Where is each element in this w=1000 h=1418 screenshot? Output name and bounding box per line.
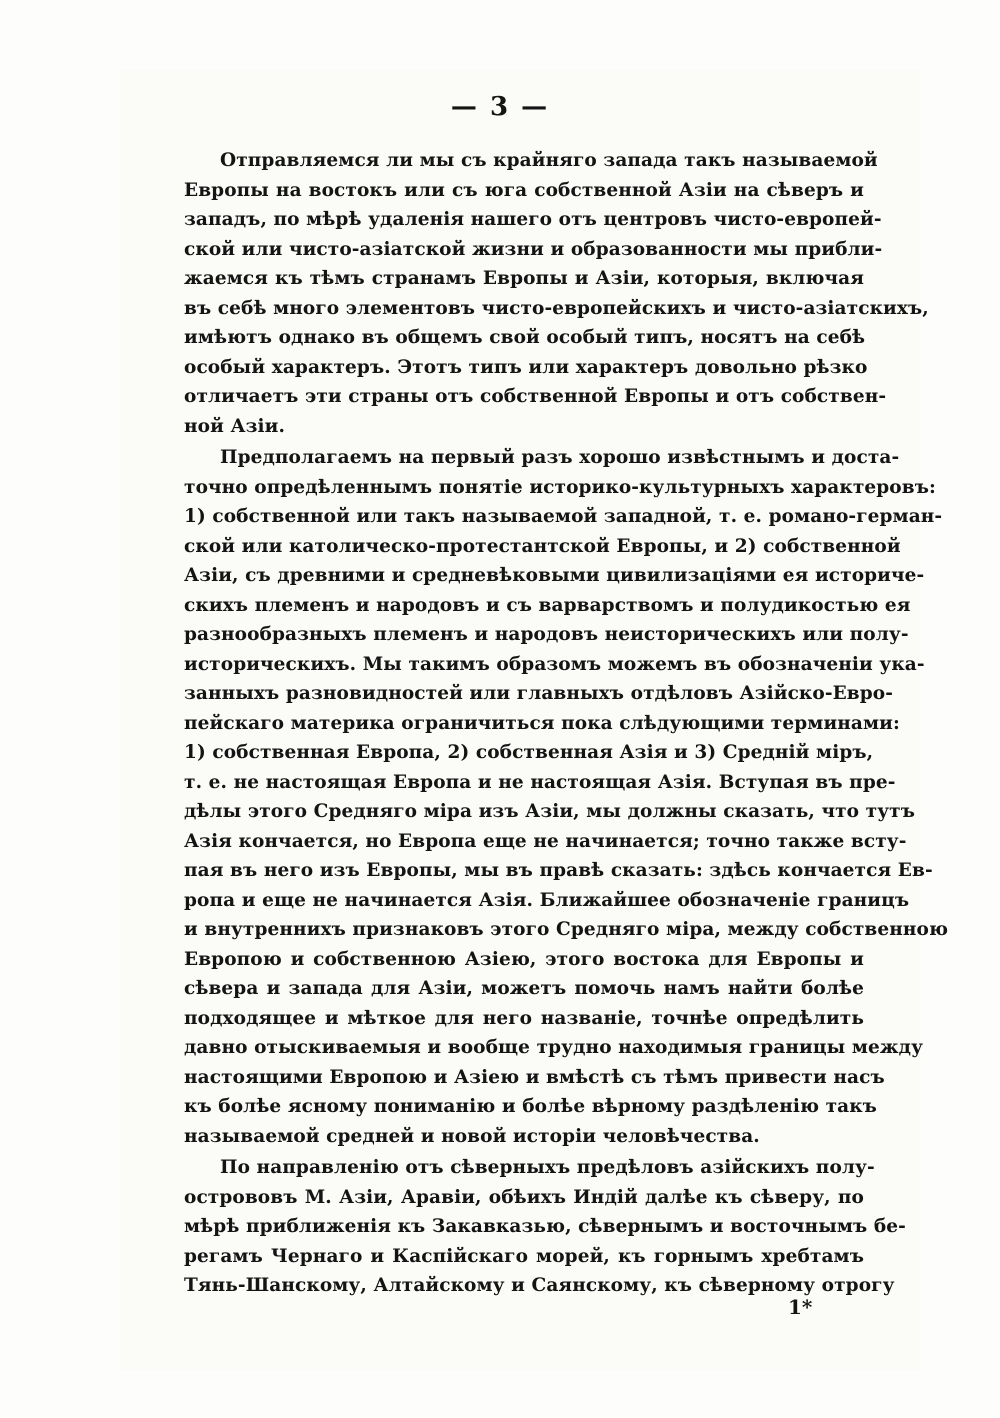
text-line: ской или католическо-протестантской Европы, и 2) собственной	[184, 535, 901, 557]
text-line: къ болѣе ясному пониманію и болѣе вѣрному раздѣленію такъ	[184, 1096, 877, 1117]
text-line: острововъ М. Азіи, Аравіи, обѣихъ Индій далѣе къ сѣверу, по	[184, 1186, 864, 1208]
text-line: т. е. не настоящая Европа и не настоящая Азія. Вступая въ пре-	[184, 771, 896, 793]
text-line: настоящими Европою и Азіею и вмѣстѣ съ тѣмъ привести насъ	[184, 1066, 885, 1088]
text-line: Тянь-Шанскому, Алтайскому и Саянскому, къ сѣверному отрогу	[184, 1275, 895, 1296]
text-line: Азія кончается, но Европа еще не начинается; точно также всту-	[184, 830, 907, 852]
text-line: Отправляемся ли мы съ крайняго запада такъ называемой	[220, 150, 878, 171]
text-line: называемой средней и новой исторіи человѣчества.	[184, 1125, 760, 1147]
text-line: отличаетъ эти страны отъ собственной Европы и отъ собствен-	[184, 386, 887, 407]
text-line: разнообразныхъ племенъ и народовъ неисторическихъ или полу-	[184, 624, 909, 645]
text-line: въ себѣ много элементовъ чисто-европейскихъ и чисто-азіатскихъ,	[184, 297, 929, 319]
text-line: По направленію отъ сѣверныхъ предѣловъ азійскихъ полу-	[220, 1157, 875, 1178]
text-line: 1) собственная Европа, 2) собственная Азія и 3) Средній міръ,	[184, 742, 874, 763]
text-line: мѣрѣ приближенія къ Закавказью, сѣвернымъ и восточнымъ бе-	[184, 1216, 906, 1237]
text-line: жаемся къ тѣмъ странамъ Европы и Азіи, которыя, включая	[184, 268, 864, 289]
text-line: и внутреннихъ признаковъ этого Средняго міра, между собственною	[184, 919, 949, 940]
body-text	[184, 146, 949, 1301]
text-line: пая въ него изъ Европы, мы въ правѣ сказать: здѣсь кончается Ев-	[184, 860, 933, 881]
text-line: занныхъ разновидностей или главныхъ отдѣловъ Азійско-Евро-	[184, 683, 894, 704]
text-line: 1) собственной или такъ называемой западной, т. е. романо-герман-	[184, 506, 943, 527]
text-line: имѣютъ однако въ общемъ свой особый типъ, носятъ на себѣ	[184, 327, 866, 348]
text-line: Европою и собственною Азіею, этого востока для Европы и	[184, 948, 864, 970]
text-line: давно отыскиваемыя и вообще трудно находимыя границы между	[184, 1037, 924, 1058]
text-line: особый характеръ. Этотъ типъ или характеръ довольно рѣзко	[184, 356, 868, 378]
text-line: точно опредѣленнымъ понятіе историко-культурныхъ характеровъ:	[184, 476, 936, 498]
text-line: ной Азіи.	[184, 415, 286, 437]
text-line: ской или чисто-азіатской жизни и образованности мы прибли-	[184, 238, 883, 260]
text-line: пейскаго материка ограничиться пока слѣдующими терминами:	[184, 712, 900, 734]
text-line: ропа и еще не начинается Азія. Ближайшее обозначеніе границъ	[184, 889, 910, 911]
text-line: Предполагаемъ на первый разъ хорошо извѣстнымъ и доста-	[220, 447, 900, 468]
text-line: Азіи, съ древними и средневѣковыми цивилизаціями ея историче-	[184, 565, 925, 586]
text-line: скихъ племенъ и народовъ и съ варварствомъ и полудикостью ея	[184, 594, 911, 616]
text-line: западъ, по мѣрѣ удаленія нашего отъ центровъ чисто-европей-	[184, 209, 882, 230]
text-line: подходящее и мѣткое для него названіе, точнѣе опредѣлить	[184, 1007, 864, 1029]
text-line: дѣлы этого Средняго міра изъ Азіи, мы должны сказать, что тутъ	[184, 801, 915, 822]
printer-signature: 1*	[788, 1295, 813, 1319]
text-line: историческихъ. Мы такимъ образомъ можемъ въ обозначеніи ука-	[184, 653, 925, 675]
text-line: сѣвера и запада для Азіи, можетъ помочь намъ найти болѣе	[184, 978, 864, 999]
page-number: — 3 —	[450, 92, 550, 122]
text-line: регамъ Чернаго и Каспійскаго морей, къ горнымъ хребтамъ	[184, 1245, 864, 1267]
text-line: Европы на востокъ или съ юга собственной Азіи на сѣверъ и	[184, 179, 864, 201]
